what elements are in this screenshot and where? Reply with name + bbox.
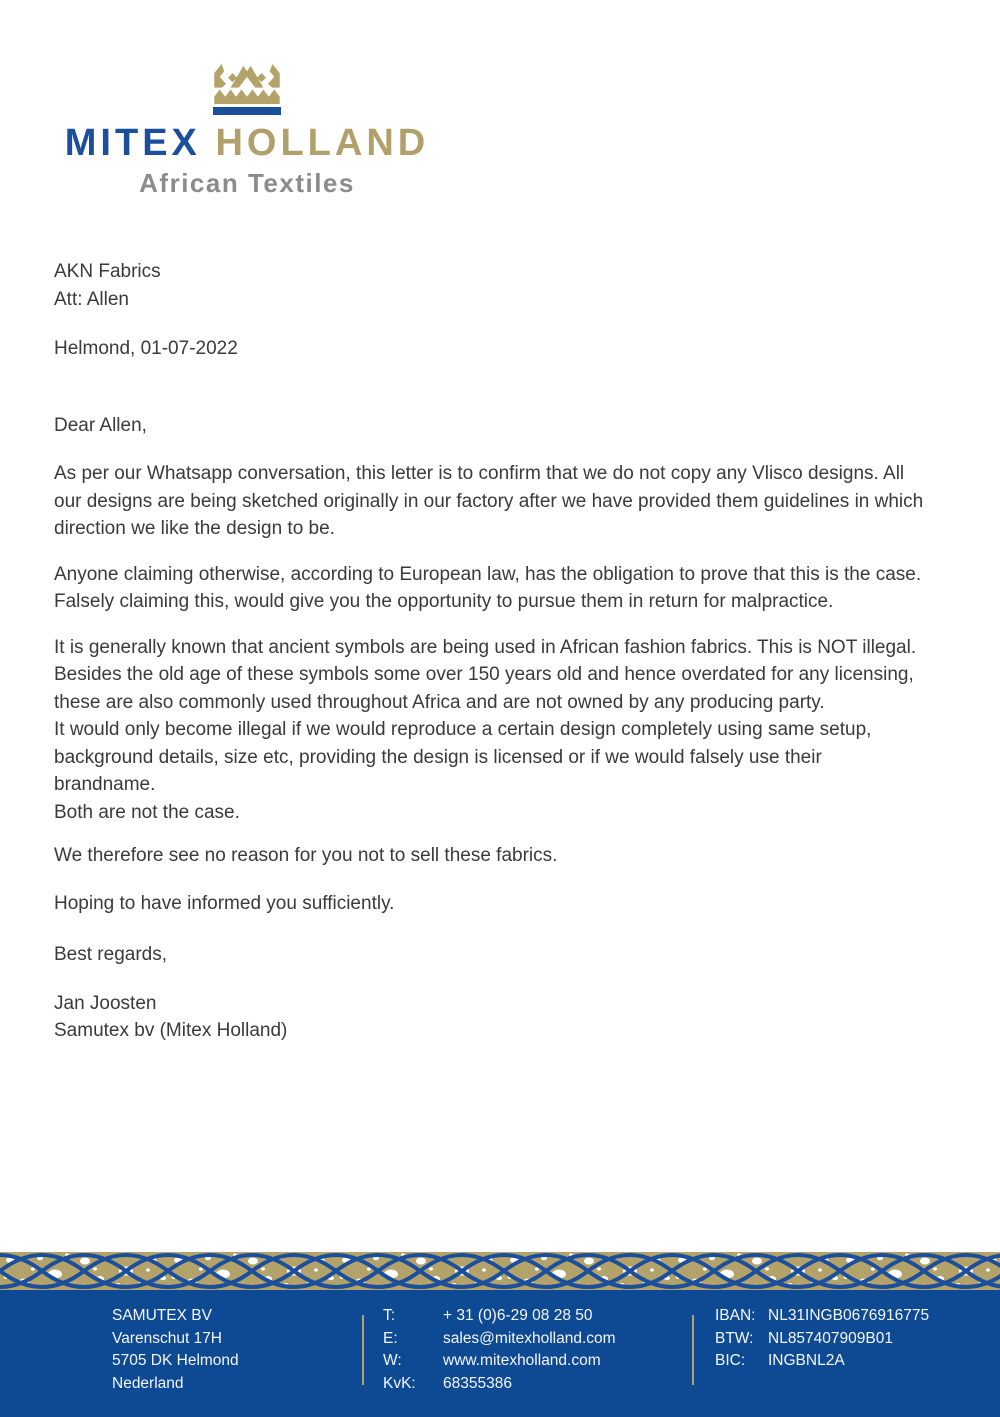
company-logo — [57, 64, 437, 199]
footer-address — [112, 1305, 239, 1395]
footer-bank-row — [715, 1305, 929, 1328]
footer-contact-value: + 31 (0)6-29 08 28 50 — [443, 1307, 593, 1324]
footer-contact-value: sales@mitexholland.com — [443, 1329, 616, 1347]
letter-body — [54, 258, 924, 1045]
footer-bank-value: NL857407909B01 — [768, 1329, 893, 1347]
brand-name-mitex: MITEX — [64, 122, 201, 164]
footer-contact-label: KvK: — [383, 1374, 416, 1392]
footer-address-line: Nederland — [112, 1374, 184, 1392]
brand-tagline: African Textiles — [139, 167, 355, 198]
wax-print-pattern — [0, 1252, 1000, 1290]
footer-contact-row — [383, 1305, 616, 1328]
footer-divider-1 — [362, 1315, 364, 1385]
brand-name-holland: HOLLAND — [215, 122, 430, 164]
paragraph-line: It would only become illegal if we would reproduce a certain design completely using same setup, background details, size etc, providing the design is licensed or if we would falsely use their brandname. — [54, 719, 872, 795]
footer-bank-label: BTW: — [715, 1329, 754, 1347]
footer-contact-label: E: — [383, 1329, 398, 1347]
closing: Best regards, — [54, 944, 167, 965]
footer-bank-row — [715, 1350, 929, 1373]
signature-line: Jan Joosten — [54, 992, 157, 1014]
footer-contact-value: 68355386 — [443, 1374, 512, 1392]
footer-contact-label: T: — [383, 1307, 396, 1324]
crown-icon — [211, 64, 283, 104]
footer-contact-value: www.mitexholland.com — [443, 1352, 601, 1369]
dateline: Helmond, 01-07-2022 — [54, 338, 238, 359]
crown-underline-bar — [213, 107, 281, 115]
footer-bank-label: IBAN: — [715, 1307, 756, 1324]
paragraph-line: As per our Whatsapp conversation, this letter is to confirm that we do not copy any Vlisco designs. All our designs are being sketched originally in our factory after we have provided them guidelines in which direction we like the design to be. — [54, 463, 924, 539]
signature-block — [54, 990, 924, 1045]
brand-name — [57, 124, 437, 164]
footer-address-line: 5705 DK Helmond — [112, 1352, 239, 1369]
salutation: Dear Allen, — [54, 414, 147, 436]
footer-contact-label: W: — [383, 1352, 402, 1369]
paragraph-5 — [54, 890, 924, 918]
footer-contact — [383, 1305, 616, 1395]
footer-bank-row — [715, 1328, 929, 1351]
footer-address-line: SAMUTEX BV — [112, 1307, 212, 1324]
recipient-block — [54, 258, 924, 313]
recipient-line: AKN Fabrics — [54, 261, 161, 282]
footer-bank-details — [715, 1305, 929, 1373]
footer-bank-label: BIC: — [715, 1352, 746, 1369]
footer-contact-row — [383, 1350, 616, 1373]
footer-bank-value: INGBNL2A — [768, 1352, 845, 1369]
footer-divider-2 — [692, 1315, 694, 1385]
paragraph-3 — [54, 634, 924, 827]
signature-line: Samutex bv (Mitex Holland) — [54, 1020, 288, 1041]
paragraph-1 — [54, 460, 924, 543]
paragraph-line: It is generally known that ancient symbols are being used in African fashion fabrics. This is NOT illegal. Besides the old age of these symbols some over 150 years old and hence overdated for any licensing, these are also commonly used throughout Africa and are not owned by any producing party. — [54, 636, 917, 713]
paragraph-line: Anyone claiming otherwise, according to European law, has the obligation to prove that this is the case. Falsely claiming this, would give you the opportunity to pursue them in return for malpractice. — [54, 563, 922, 612]
footer-address-line: Varenschut 17H — [112, 1329, 222, 1347]
paragraph-line: Hoping to have informed you sufficiently. — [54, 892, 395, 914]
footer-contact-row — [383, 1373, 616, 1396]
paragraph-line: Both are not the case. — [54, 801, 240, 823]
paragraph-2 — [54, 561, 924, 616]
paragraph-line: We therefore see no reason for you not to sell these fabrics. — [54, 845, 558, 866]
footer-contact-row — [383, 1328, 616, 1351]
wax-print-pattern-band — [0, 1252, 1000, 1290]
footer — [0, 1290, 1000, 1417]
paragraph-4 — [54, 842, 924, 870]
footer-bank-value: NL31INGB0676916775 — [768, 1307, 930, 1324]
recipient-line: Att: Allen — [54, 288, 129, 310]
